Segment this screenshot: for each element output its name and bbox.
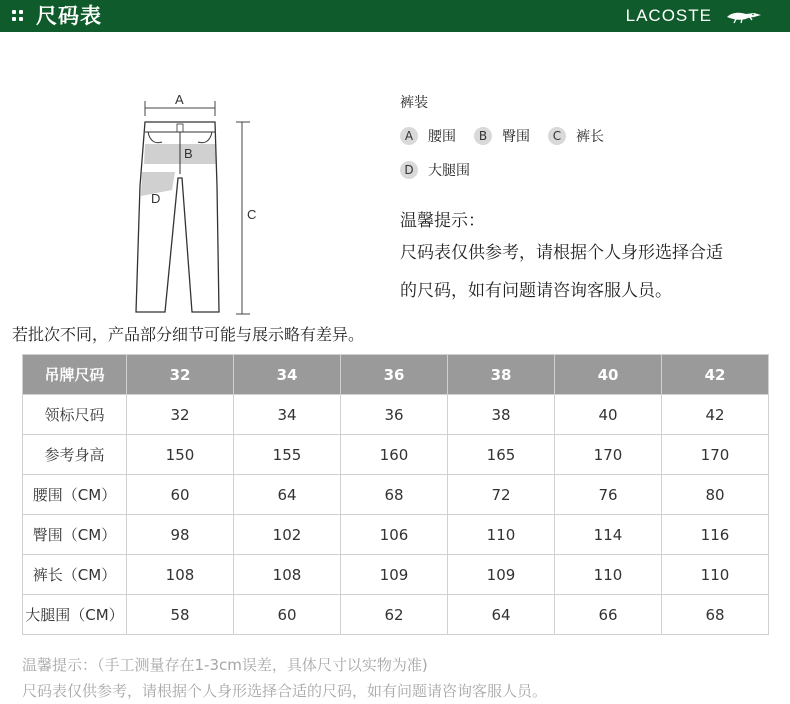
table-cell: 68: [662, 595, 769, 635]
footer-notes: [22, 652, 547, 704]
table-header-cell: 42: [662, 355, 769, 395]
table-header-cell: 40: [555, 355, 662, 395]
table-row: [23, 435, 769, 475]
header-bar: [0, 0, 790, 32]
table-header-cell: 34: [234, 355, 341, 395]
table-cell: 170: [662, 435, 769, 475]
table-cell: 150: [127, 435, 234, 475]
page-title: 尺码表: [36, 4, 102, 28]
table-cell: 110: [448, 515, 555, 555]
size-table: [22, 354, 769, 635]
legend-letter: D: [400, 161, 418, 179]
table-cell: 72: [448, 475, 555, 515]
tips-block: [400, 208, 780, 310]
table-row: [23, 395, 769, 435]
table-cell: 160: [341, 435, 448, 475]
table-cell: 60: [127, 475, 234, 515]
table-cell: 116: [662, 515, 769, 555]
legend-letter: A: [400, 127, 418, 145]
table-cell: 66: [555, 595, 662, 635]
tips-line: 的尺码，如有问题请咨询客服人员。: [400, 281, 672, 301]
table-cell: 40: [555, 395, 662, 435]
grid-dots-icon: [12, 10, 24, 22]
table-cell: 76: [555, 475, 662, 515]
tips-line: 尺码表仅供参考，请根据个人身形选择合适: [400, 243, 723, 263]
table-cell: 58: [127, 595, 234, 635]
legend-label: 大腿围: [428, 163, 470, 179]
legend-letter: B: [474, 127, 492, 145]
table-cell: 36: [341, 395, 448, 435]
table-cell: 109: [448, 555, 555, 595]
legend-item-length: [548, 126, 604, 146]
dimension-d-label: D: [151, 191, 161, 206]
table-cell: 34: [234, 395, 341, 435]
table-cell: 110: [555, 555, 662, 595]
table-cell: 114: [555, 515, 662, 555]
table-cell: 108: [234, 555, 341, 595]
table-cell: 参考身高: [23, 435, 127, 475]
table-cell: 32: [127, 395, 234, 435]
table-cell: 108: [127, 555, 234, 595]
table-row: [23, 475, 769, 515]
table-cell: 68: [341, 475, 448, 515]
table-header-cell: 36: [341, 355, 448, 395]
table-header-cell: 38: [448, 355, 555, 395]
table-cell: 42: [662, 395, 769, 435]
table-cell: 80: [662, 475, 769, 515]
table-header-row: [23, 355, 769, 395]
table-cell: 155: [234, 435, 341, 475]
table-header-cell: 32: [127, 355, 234, 395]
table-cell: 38: [448, 395, 555, 435]
table-cell: 110: [662, 555, 769, 595]
table-row: [23, 595, 769, 635]
legend-letter: C: [548, 127, 566, 145]
tips-title: 温馨提示：: [400, 211, 485, 231]
pants-diagram: [120, 86, 280, 318]
measurement-legend: [400, 92, 780, 180]
table-cell: 109: [341, 555, 448, 595]
legend-label: 臀围: [502, 129, 530, 145]
footer-line: 温馨提示：（手工测量存在1-3cm误差，具体尺寸以实物为准): [22, 656, 428, 674]
brand-name: LACOSTE: [625, 6, 712, 25]
dimension-b-label: B: [184, 146, 193, 161]
table-cell: 98: [127, 515, 234, 555]
table-row: [23, 515, 769, 555]
table-cell: 臀围（CM）: [23, 515, 127, 555]
table-cell: 64: [448, 595, 555, 635]
table-cell: 领标尺码: [23, 395, 127, 435]
legend-title: 裤装: [400, 95, 428, 111]
table-cell: 裤长（CM）: [23, 555, 127, 595]
legend-item-waist: [400, 126, 456, 146]
legend-label: 腰围: [428, 129, 456, 145]
table-cell: 64: [234, 475, 341, 515]
footer-line: 尺码表仅供参考，请根据个人身形选择合适的尺码，如有问题请咨询客服人员。: [22, 682, 548, 700]
legend-item-hip: [474, 126, 530, 146]
table-row: [23, 555, 769, 595]
table-cell: 60: [234, 595, 341, 635]
dimension-a-label: A: [175, 92, 184, 107]
table-header-cell: 吊牌尺码: [23, 355, 127, 395]
legend-item-thigh: [400, 160, 470, 180]
table-cell: 106: [341, 515, 448, 555]
table-cell: 大腿围（CM）: [23, 595, 127, 635]
table-cell: 腰围（CM）: [23, 475, 127, 515]
batch-notice: 若批次不同，产品部分细节可能与展示略有差异。: [12, 325, 365, 344]
table-cell: 165: [448, 435, 555, 475]
crocodile-icon: [726, 8, 762, 24]
table-cell: 102: [234, 515, 341, 555]
legend-label: 裤长: [576, 129, 604, 145]
dimension-c-label: C: [247, 207, 257, 222]
table-cell: 170: [555, 435, 662, 475]
table-cell: 62: [341, 595, 448, 635]
